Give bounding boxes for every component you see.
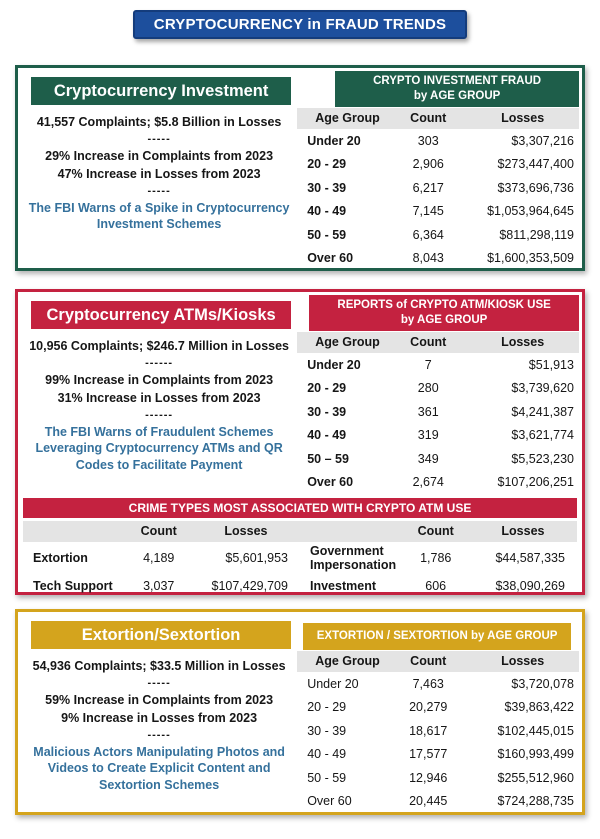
crime-types-body [23, 544, 577, 600]
table-row [297, 199, 579, 223]
extortion-left-panel [21, 615, 297, 813]
count-cell: 18,617 [409, 723, 448, 738]
age-cell: Under 20 [307, 357, 361, 372]
losses-cell: $1,600,353,509 [487, 251, 574, 266]
table-row [300, 544, 577, 573]
table-title-line2: by AGE GROUP [413, 89, 501, 102]
table-row [297, 719, 579, 743]
age-cell: 20 - 29 [307, 381, 347, 396]
count-cell: 7 [424, 357, 432, 372]
stat-line: 29% Increase in Complaints from 2023 [45, 149, 274, 164]
age-cell: 20 - 29 [307, 157, 347, 172]
crime-type-cell: Government Impersonation [310, 543, 397, 573]
count-cell: 361 [417, 404, 439, 419]
stat-line: 9% Increase in Losses from 2023 [61, 710, 258, 725]
separator-dashes: ----- [147, 184, 171, 197]
table-row [297, 672, 579, 696]
section-columns [18, 612, 582, 813]
separator-dashes: ----- [147, 133, 171, 146]
age-cell: 30 - 39 [307, 404, 347, 419]
crime-type-cell: Investment [310, 578, 376, 593]
section-extortion-sextortion [15, 609, 585, 815]
table-row [297, 789, 579, 813]
table-row [23, 572, 300, 600]
table-row [297, 447, 579, 471]
table-header-row [297, 108, 579, 129]
count-cell: 3,037 [143, 578, 175, 593]
count-cell: 20,279 [409, 700, 448, 715]
age-cell: Over 60 [307, 251, 354, 266]
complaints-summary: 54,936 Complaints; $33.5 Million in Losses [32, 659, 286, 673]
losses-cell: $1,053,964,645 [487, 204, 574, 219]
table-row [297, 246, 579, 270]
losses-cell: $3,739,620 [511, 381, 574, 396]
col-header-losses: Losses [224, 524, 268, 539]
age-cell: 40 - 49 [307, 428, 347, 443]
col-header-count: Count [410, 335, 447, 350]
crime-header-right [300, 524, 577, 538]
losses-cell: $4,241,387 [511, 404, 574, 419]
separator-dashes: ----- [147, 677, 171, 690]
losses-cell: $102,445,015 [497, 723, 574, 738]
losses-cell: $724,288,735 [497, 794, 574, 809]
count-cell: 606 [425, 579, 447, 594]
investment-left-panel [21, 71, 297, 270]
section-title: Extortion/Sextortion [31, 621, 291, 649]
investment-age-table [297, 71, 579, 270]
atm-age-table [297, 295, 579, 494]
age-cell: 50 - 59 [307, 770, 347, 785]
losses-cell: $811,298,119 [499, 227, 574, 242]
table-title-line1: REPORTS of CRYPTO ATM/KIOSK USE [337, 299, 551, 311]
table-row [297, 376, 579, 400]
losses-cell: $5,601,953 [225, 550, 288, 565]
section-columns [18, 292, 582, 494]
stat-line: 99% Increase in Complaints from 2023 [45, 373, 274, 388]
age-cell: Under 20 [307, 133, 361, 148]
count-cell: 2,906 [412, 157, 444, 172]
age-cell: 50 - 59 [307, 227, 347, 242]
col-header-count: Count [410, 654, 447, 669]
losses-cell: $5,523,230 [511, 451, 574, 466]
crime-type-cell: Extortion [33, 550, 88, 565]
table-title-line2: by AGE GROUP [400, 313, 488, 326]
col-header-losses: Losses [501, 654, 545, 669]
col-header-age-group: Age Group [315, 654, 380, 669]
losses-cell: $3,621,774 [511, 428, 574, 443]
table-header-row [297, 332, 579, 353]
table-title-line1: EXTORTION / SEXTORTION by AGE GROUP [316, 630, 558, 642]
table-row [297, 470, 579, 494]
complaints-summary: 10,956 Complaints; $246.7 Million in Losses [29, 339, 290, 353]
count-cell: 6,217 [412, 180, 444, 195]
table-row [297, 353, 579, 377]
fbi-warning-link[interactable]: The FBI Warns of Fraudulent Schemes Leveraging Cryptocurrency ATMs and QR Codes to Facilitate Payment [35, 425, 283, 472]
col-header-count: Count [410, 111, 447, 126]
stat-line: 59% Increase in Complaints from 2023 [45, 693, 274, 708]
losses-cell: $160,993,499 [497, 747, 574, 762]
crime-types-header-row [23, 521, 577, 542]
losses-cell: $3,720,078 [511, 676, 574, 691]
table-row [297, 129, 579, 153]
page-title: CRYPTOCURRENCY in FRAUD TRENDS [133, 10, 467, 39]
losses-cell: $3,307,216 [511, 133, 574, 148]
table-header-row [297, 651, 579, 672]
stat-line: 31% Increase in Losses from 2023 [57, 390, 261, 405]
losses-cell: $373,696,736 [497, 180, 574, 195]
losses-cell: $107,206,251 [497, 475, 574, 490]
age-cell: 30 - 39 [307, 723, 347, 738]
count-cell: 2,674 [412, 475, 444, 490]
separator-dashes: ------ [145, 408, 174, 421]
col-header-age-group: Age Group [315, 335, 380, 350]
count-cell: 20,445 [409, 794, 448, 809]
count-cell: 7,463 [412, 676, 444, 691]
col-header-count: Count [417, 524, 454, 539]
losses-cell: $255,512,960 [497, 770, 574, 785]
losses-cell: $273,447,400 [497, 157, 574, 172]
table-row [297, 423, 579, 447]
crime-type-cell: Tech Support [33, 578, 113, 593]
section-stats [21, 658, 297, 742]
table-row [297, 766, 579, 790]
malicious-actors-link[interactable]: Malicious Actors Manipulating Photos and Videos to Create Explicit Content and Sextortion Schemes [33, 745, 285, 792]
count-cell: 303 [417, 133, 439, 148]
losses-cell: $39,863,422 [504, 700, 574, 715]
section-columns [18, 68, 582, 270]
count-cell: 4,189 [143, 550, 175, 565]
crime-rows-left [23, 544, 300, 600]
atm-left-panel [21, 295, 297, 494]
table-title [309, 295, 579, 331]
page [0, 10, 600, 815]
age-cell: 40 - 49 [307, 204, 347, 219]
count-cell: 12,946 [409, 770, 448, 785]
count-cell: 17,577 [409, 747, 448, 762]
fbi-warning-link[interactable]: The FBI Warns of a Spike in Cryptocurrency Investment Schemes [28, 201, 290, 232]
losses-cell: $38,090,269 [495, 579, 565, 594]
table-row [297, 742, 579, 766]
age-cell: Over 60 [307, 475, 354, 490]
count-cell: 1,786 [420, 551, 452, 566]
count-cell: 319 [417, 428, 439, 443]
blank-header-cell [23, 524, 125, 538]
table-title-line1: CRYPTO INVESTMENT FRAUD [373, 75, 542, 87]
crime-rows-right [300, 544, 577, 600]
age-cell: Over 60 [307, 794, 352, 809]
section-crypto-investment [15, 65, 585, 271]
section-title: Cryptocurrency ATMs/Kiosks [31, 301, 291, 329]
col-header-count: Count [140, 524, 177, 539]
stat-line: 47% Increase in Losses from 2023 [57, 166, 261, 181]
age-cell: 40 - 49 [307, 747, 347, 762]
count-cell: 349 [417, 451, 439, 466]
table-row [297, 695, 579, 719]
losses-cell: $51,913 [528, 357, 574, 372]
col-header-losses: Losses [501, 524, 545, 539]
col-header-losses: Losses [501, 335, 545, 350]
separator-dashes: ------ [145, 357, 174, 370]
crime-header-left [23, 524, 300, 538]
col-header-losses: Losses [501, 111, 545, 126]
count-cell: 6,364 [412, 227, 444, 242]
count-cell: 280 [417, 381, 439, 396]
section-stats [21, 114, 297, 198]
table-row [300, 573, 577, 600]
losses-cell: $44,587,335 [495, 551, 565, 566]
table-title [335, 71, 579, 107]
age-cell: 20 - 29 [307, 700, 347, 715]
blank-header-cell [300, 524, 402, 538]
crime-types-title: CRIME TYPES MOST ASSOCIATED WITH CRYPTO ATM USE [23, 498, 577, 518]
extortion-age-table [297, 615, 579, 813]
age-cell: 50 – 59 [307, 451, 349, 466]
col-header-age-group: Age Group [315, 111, 380, 126]
count-cell: 8,043 [412, 251, 444, 266]
table-row [297, 152, 579, 176]
table-row [297, 400, 579, 424]
table-title [303, 623, 571, 650]
section-stats [21, 338, 297, 422]
age-cell: Under 20 [307, 676, 359, 691]
losses-cell: $107,429,709 [211, 578, 288, 593]
complaints-summary: 41,557 Complaints; $5.8 Billion in Losses [36, 115, 282, 129]
section-title: Cryptocurrency Investment [31, 77, 291, 105]
count-cell: 7,145 [412, 204, 444, 219]
table-row [23, 544, 300, 572]
table-row [297, 223, 579, 247]
separator-dashes: ----- [147, 728, 171, 741]
section-crypto-atms [15, 289, 585, 595]
age-cell: 30 - 39 [307, 180, 347, 195]
table-row [297, 176, 579, 200]
